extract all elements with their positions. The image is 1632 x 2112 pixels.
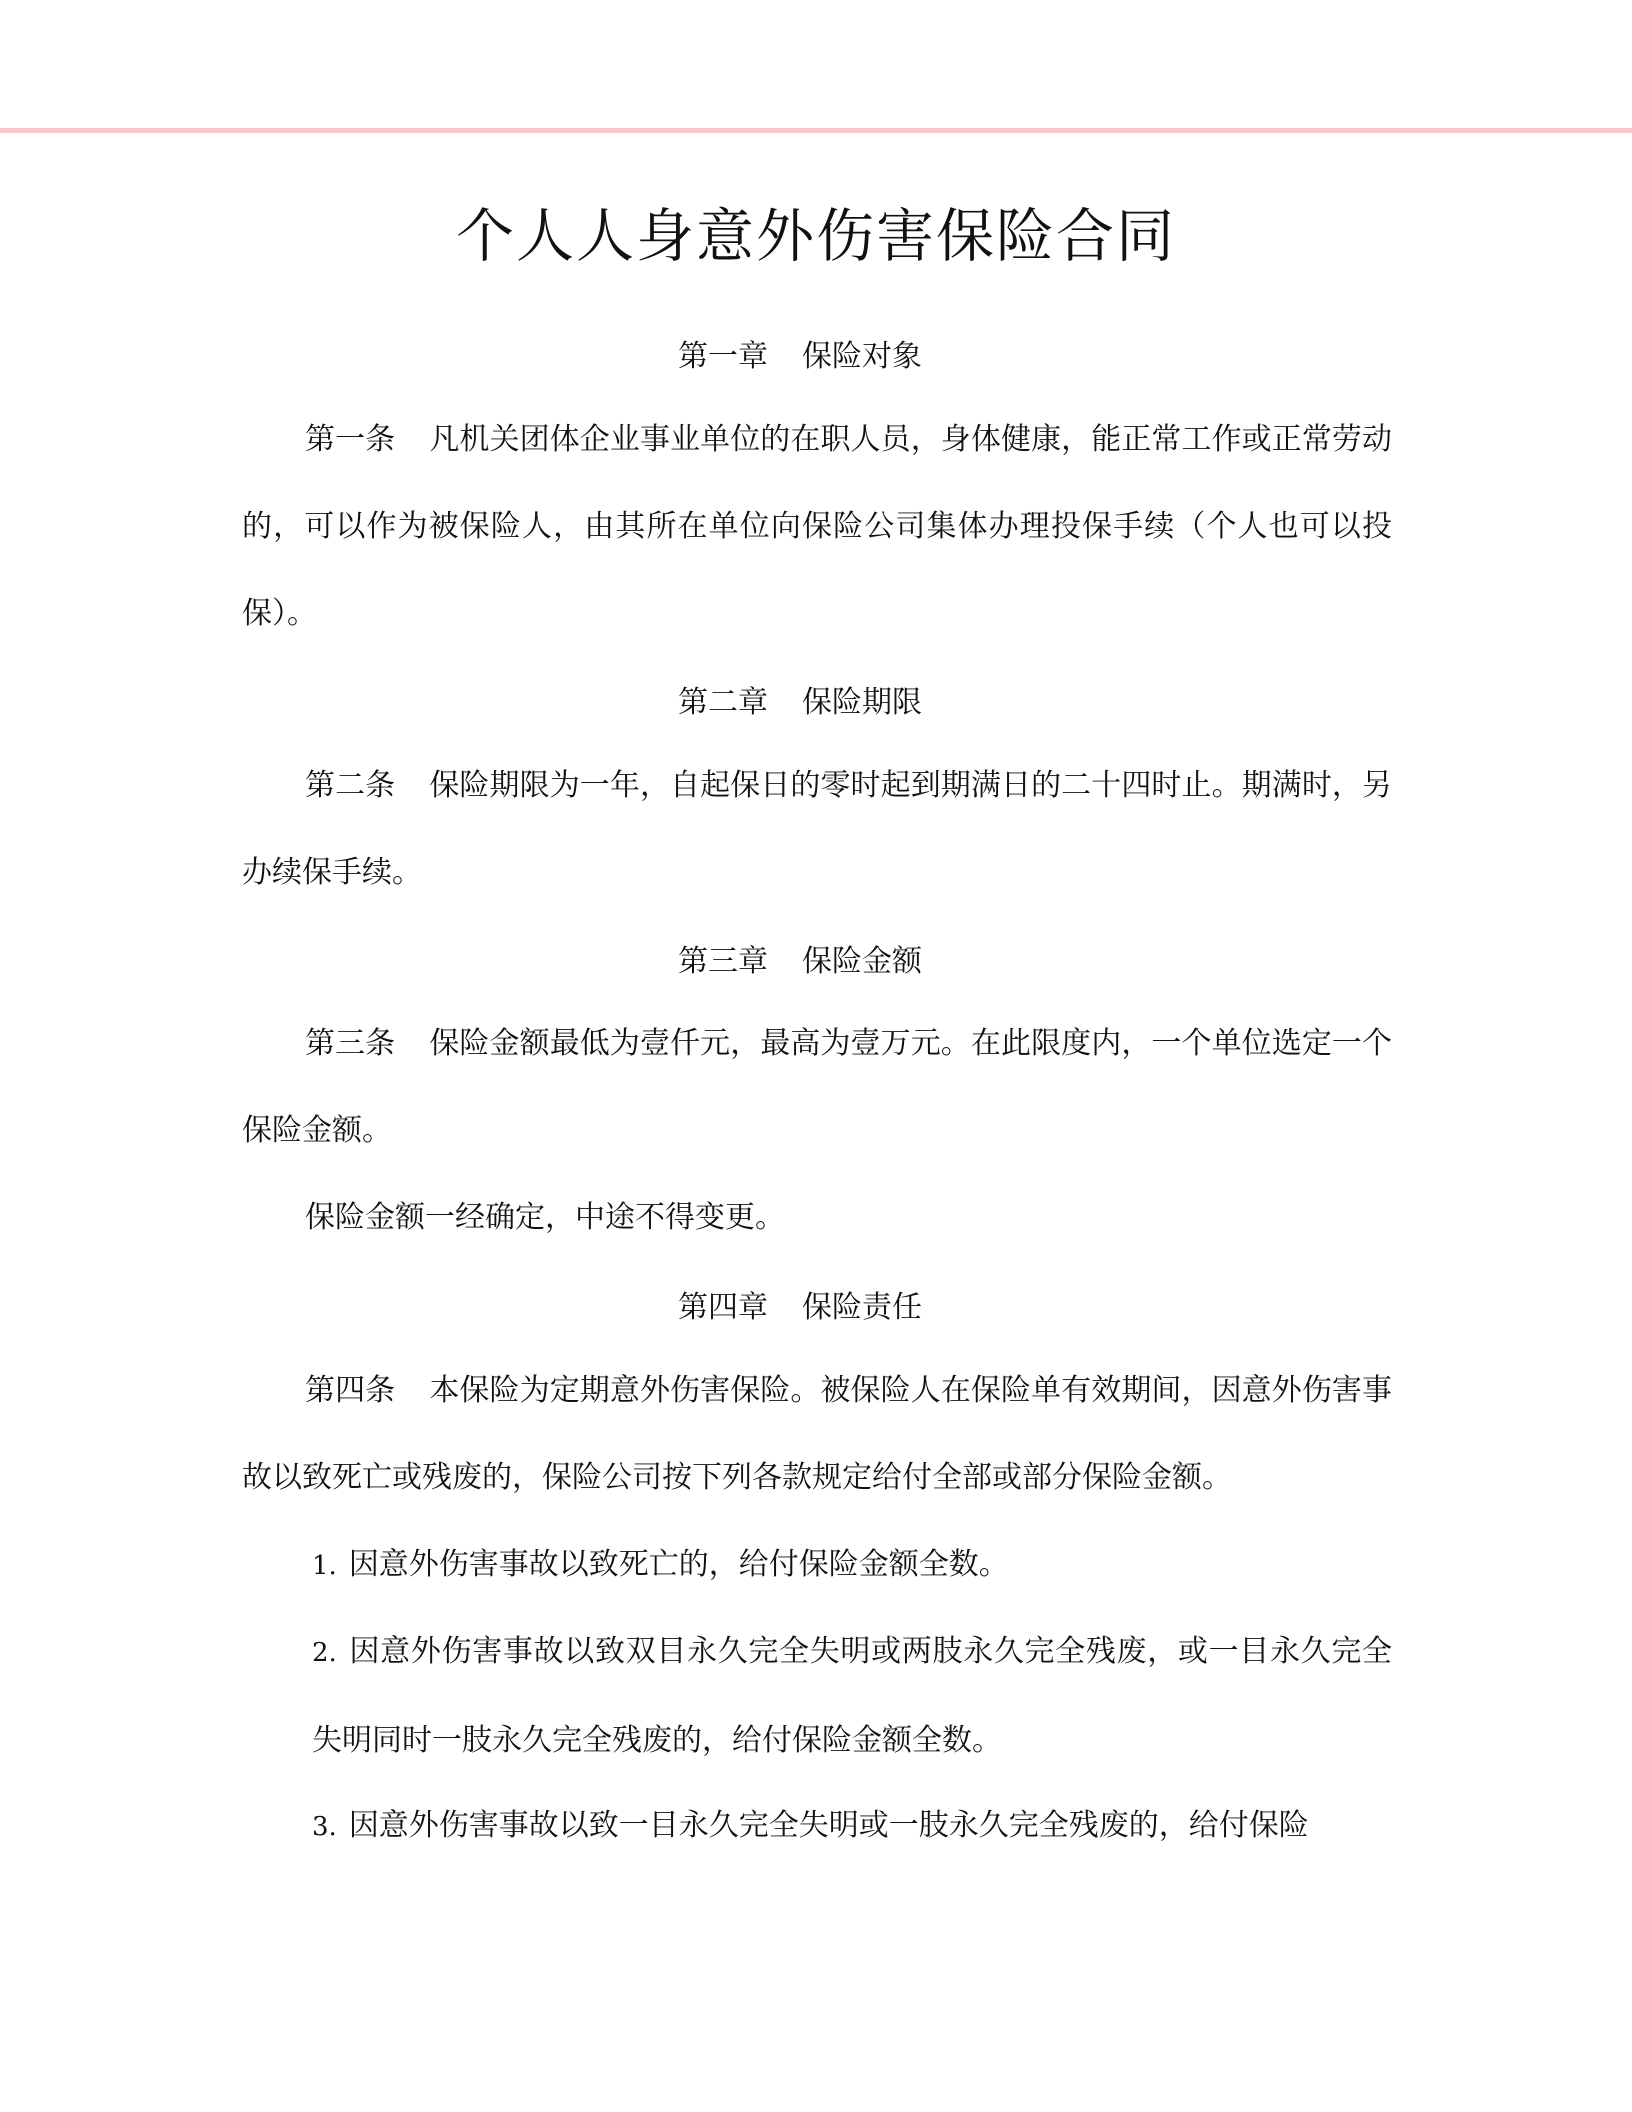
article-1-text: 凡机关团体企业事业单位的在职人员，身体健康，能正常工作或正常劳动的，可以作为被保险人，由其所在单位向保险公司集体办理投保手续（个人也可以投保）。 (242, 422, 1393, 631)
chapter-1-number: 第一章 (678, 339, 768, 374)
document-title: 个人人身意外伤害保险合同 (455, 202, 1176, 270)
list-item-number: 1. (312, 1551, 337, 1581)
article-2-text: 保险期限为一年，自起保日的零时起到期满日的二十四时止。期满时，另办续保手续。 (242, 768, 1393, 890)
list-item-number: 2. (312, 1638, 337, 1668)
list-item (312, 1608, 1392, 1784)
article-2 (242, 742, 1392, 916)
article-1 (242, 396, 1392, 657)
article-1-label: 第一条 (305, 422, 396, 457)
list-item (312, 1521, 1392, 1610)
article-3 (242, 1000, 1392, 1174)
chapter-2-number: 第二章 (678, 685, 768, 720)
chapter-3-number: 第三章 (678, 944, 768, 979)
article-4 (242, 1347, 1392, 1521)
list-item-text: 因意外伤害事故以致一目永久完全失明或一肢永久完全残废的，给付保险 (348, 1808, 1309, 1843)
article-3-text: 保险金额最低为壹仟元，最高为壹万元。在此限度内，一个单位选定一个保险金额。 (242, 1026, 1393, 1148)
list-item (312, 1782, 1392, 1871)
chapter-1-name: 保险对象 (802, 339, 922, 374)
chapter-4-heading (0, 1288, 1600, 1328)
article-3-label: 第三条 (305, 1026, 396, 1061)
chapter-3-heading (0, 942, 1600, 982)
article-4-text: 本保险为定期意外伤害保险。被保险人在保险单有效期间，因意外伤害事故以致死亡或残废的，保险公司按下列各款规定给付全部或部分保险金额。 (242, 1373, 1393, 1495)
article-3-note: 保险金额一经确定，中途不得变更。 (305, 1200, 785, 1235)
chapter-4-number: 第四章 (678, 1290, 768, 1325)
chapter-1-heading (0, 337, 1600, 377)
chapter-3-name: 保险金额 (802, 944, 922, 979)
list-item-text: 因意外伤害事故以致死亡的，给付保险金额全数。 (348, 1547, 1009, 1582)
list-item-number: 3. (312, 1812, 337, 1842)
list-item-text: 因意外伤害事故以致双目永久完全失明或两肢永久完全残废，或一目永久完全失明同时一肢永久完全残废的，给付保险金额全数。 (312, 1634, 1392, 1758)
header-rule (0, 128, 1632, 133)
article-4-label: 第四条 (305, 1373, 396, 1408)
chapter-4-name: 保险责任 (802, 1290, 922, 1325)
article-2-label: 第二条 (305, 768, 396, 803)
chapter-2-name: 保险期限 (802, 685, 922, 720)
chapter-2-heading (0, 683, 1600, 723)
